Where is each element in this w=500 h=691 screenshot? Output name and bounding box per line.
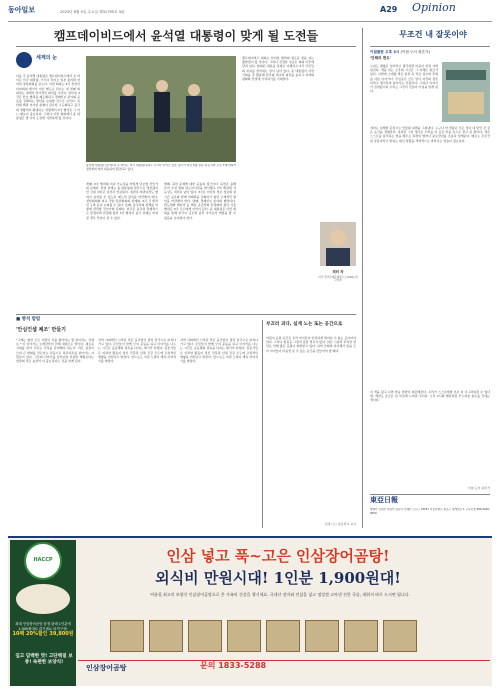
ad-left-slogan: 깊고 담백한 맛! 고단백질 보충! 속편한 보양식! — [15, 654, 73, 665]
author-photo — [320, 222, 356, 266]
seal-icon: HACCP — [33, 557, 53, 563]
haccp-seal — [24, 542, 62, 580]
divider — [16, 314, 356, 315]
author-name: 빅터 차 — [332, 270, 344, 274]
ad-headline-2: 외식비 만원시대! 1인분 1,900원대! — [155, 569, 401, 587]
product-packages — [110, 620, 470, 656]
package-icon — [188, 620, 222, 652]
soup-bowl-image — [16, 584, 70, 614]
right-col-3: 이 책을 덮고 나면 마음 한편이 따뜻해진다. 우리가 스스로에게 조금 더 너그러워질 수 있다면, 세상도 조금은 덜 차갑게 느껴질 것이다. 오후 3시의 햇살처럼 부드러운 위로를 건네는 책이다. — [370, 390, 490, 403]
page-number: A29 — [380, 5, 398, 14]
package-icon — [344, 620, 378, 652]
book-author: (이철 도서 평론가) — [400, 50, 430, 54]
dateline: 2023년 8월 9일 수요일 제31795호 4판 — [60, 10, 125, 14]
author-title: 미국 전략국제문제연구소(CSIS) 한국석좌 — [318, 276, 358, 283]
right-headline: 무조건 내 잘못이야 — [399, 29, 467, 39]
summit-photo — [86, 56, 236, 162]
package-icon — [383, 620, 417, 652]
body-col-3: 셋째, 북한 문제에 대한 공동의 접근이다. 북한은 올해 들어 수십 발의 탄도미사일을 발사했고 7차 핵실험 가능성도 여전히 남아 있다. 3국은 미사일 경보 정보의 실시간 공유와 함께 억제력을 강화하기 위한 구체적인 방안을 마련해야 한다. 넷째, 경제안보 분야의 협력이다. 반도체와 배터리 등 핵심 공급망의 안정화와 첨단 기술 협력은 3국 모두에게 이익이 된다. 윤 대통령은 이번 회의를 통해 한국이 글로벌 중추 국가로서 역할을 할 수 있음을 보여줘야 한다. — [164, 182, 236, 220]
book-label: 이럼봤한 오후 3시 — [370, 50, 400, 54]
ad-headline-1: 인삼 넣고 푹~고은 인삼장어곰탕! — [166, 547, 390, 565]
ad-brand: 인삼장어곰탕 — [86, 664, 127, 672]
column-label: 세계의 눈 — [36, 55, 58, 61]
col3-title: 부끄러 괴다, 실게 노는 또는 공간으로 — [266, 322, 343, 327]
ad-subtext: 여름철 최고의 보양식 인삼장어곰탕으로 온 가족의 건강을 챙기세요. 국내산 장어와 인삼을 넣고 정성껏 고아낸 진한 국물, 데워서 바로 드시면 됩니다. — [150, 592, 410, 597]
divider — [370, 46, 490, 47]
book-label-line — [370, 50, 490, 54]
summit-photo-figures — [86, 56, 236, 162]
col1-title: '안심인셉 체조' 만들기 — [16, 327, 67, 333]
package-icon — [266, 620, 300, 652]
body-col-2: 첫째, 3국 협력의 지속 가능성을 어떻게 담보할 것인가의 문제다. 한일 관계는 윤 대통령의 결단으로 개선됐지만 국내 여론은 여전히 엇갈린다. 정권이 바뀌더라도 협력이 유지될 수 있도록 제도적 장치를 마련해야 한다. 정상회의와 외교 국방 장관회의의 정례화, 3국 간 핫라인 구축 등이 논의될 수 있다. 둘째, 중국과의 관계를 어떻게 관리할 것인가의 문제다. 한국은 중국과 경제적으로 밀접하게 연결돼 있어 3국 협력이 중국 견제로 비쳐질 경우 부담이 클 수 있다. — [86, 182, 158, 220]
globe-icon — [16, 52, 32, 68]
ad-price: 10팩 20%할인 39,800원 — [12, 631, 74, 637]
package-icon — [227, 620, 261, 652]
package-icon — [149, 620, 183, 652]
body-col-1: 다음 주 윤석열 대통령은 캠프데이비드에서 조 바이든 미국 대통령, 기시다 후미오 일본 총리와 한미일 정상회의를 갖는다. 이번 회의는 3국 정상이 다자회의 계기가 아닌 별도로 만나는 첫 번째 회의라는 점에서 역사적인 의미를 가진다. 한미일 3국은 안보 협력을 제도화하고 경제안보 분야의 공조를 강화하는 방안을 논의할 것으로 보인다. 북한의 핵과 미사일 위협이 갈수록 고도화하고 중국의 영향력이 확대되는 상황에서 3국 협력은 그 어느 때보다 중요하다. 그러나 이번 회의에서 윤 대통령은 몇 가지 도전에 직면하게 될 것이다. — [16, 74, 80, 121]
right-signature: 이철 도서 평론가 — [467, 486, 490, 490]
page-header — [8, 1, 492, 22]
bottom-col-3: 지역 사회에서 시작된 작은 움직임이 점차 전국으로 퍼져나가고 있다. 주민들이 함께 모여 운동을 하고 이야기를 나누는 시간은 공동체의 결속을 다지는 계기가 되었다. 전문가들은 이러한 활동이 정신 건강과 신체 건강 모두에 긍정적인 영향을 미친다고 말한다. 앞으로도 이런 노력이 계속 이어지기를 바란다. — [180, 338, 258, 364]
body-col-4: 캠프데이비드 회의는 한미일 협력의 새로운 장을 여는 출발점이 될 것이다. 그러나 진정한 성공은 회의 이후에 달려 있다. 합의된 내용을 실제로 이행하고 3국 국민들의 지지를 얻어내는 일이 남아 있다. 윤 대통령이 이번 기회를 잘 활용해 한국의 외교적 위상을 높이고 지역의 평화와 안정에 기여하기를 기대한다. — [242, 56, 314, 82]
right-col-1: 누워도 괜찮은 일이라고 생각하면 마음이 한결 가벼워진다. 책을 읽는 오후의 시간은 그 자체로 위로가 된다. 이번에 소개할 책은 일상 속 작은 실수와 후회를 다룬 이야기다. 주인공은 모든 일이 자신의 잘못이라고 생각하며 살아가는 인물이다. 그러나 이야기가 전개될수록 우리는 그것이 진실이 아님을 알게 된다. — [370, 64, 438, 94]
main-headline: 캠프데이비드에서 윤석열 대통령이 맞게 될 도전들 — [53, 29, 319, 43]
package-icon — [305, 620, 339, 652]
masthead: 東亞日報 — [370, 495, 398, 504]
col3-author: 김정 ○○ 초등학교 교사 — [324, 522, 356, 526]
bottom-col-2: 지역 사회에서 시작된 작은 움직임이 점차 전국으로 퍼져나가고 있다. 주민들이 함께 모여 운동을 하고 이야기를 나누는 시간은 공동체의 결속을 다지는 계기가 되었다. 전문가들은 이러한 활동이 정신 건강과 신체 건강 모두에 긍정적인 영향을 미친다고 말한다. 앞으로도 이런 노력이 계속 이어지기를 바란다. — [98, 338, 176, 364]
photo-caption: 윤석열 대통령(오른쪽)과 조 바이든 미국 대통령(왼쪽), 기시다 후미오 일본 총리가 지난 5월 일본 히로시마 주요 7개국(G7) 정상회의 에서 회동하며 환담하고 있다. — [86, 164, 236, 171]
right-col-2: 저자는 섬세한 문장으로 인물의 내면을 그려낸다. 누구나 한 번쯤은 모든 것이 내 탓인 것 같은 순간을 경험한다. 하지만 그런 생각은 우리를 더 깊은 어둠 속으로 끌고 갈 뿐이다. 책은 스스로를 용서하는 법을 배우는 과정이 얼마나 중요한지를 조용히 일깨운다. 때로는 무조건 내 잘못이라고 말하는 대신 상황을 객관적으로 바라보는 연습이 필요하다. — [370, 126, 490, 143]
author-avatar-icon — [320, 222, 356, 266]
divider — [16, 46, 356, 47]
package-icon — [110, 620, 144, 652]
ad-left-text: 최대 인삼장어곰탕 한정 판매 1인분에 1,900원대로 즐기세요 파격구성! — [15, 622, 71, 631]
vertical-divider — [362, 28, 363, 528]
bottom-col-1: "그래는 항상 모든 사람이 사를 쥐어야는 할 일이라는 거예요." 이 이야기는 오래전부터 전해 내려오는 말이다. 새로운 시대를 맞아 우리는 무엇을 준비해야 하는가. 작은 실천이 모여 큰 변화를 만든다는 믿음으로 하루하루를 살아가는 사람들이 있다. 그들의 이야기를 들어보면 거창한 계획보다는 일상의 작은 습관이 더 중요하다는 것을 알게 된다. — [16, 338, 94, 364]
bottom-section-label: ■ 병석 칼럼 — [16, 317, 41, 322]
vertical-divider — [262, 320, 263, 528]
section-title: Opinion — [412, 1, 456, 14]
ad-phone[interactable]: 문의 1833-5288 — [200, 661, 267, 670]
bottom-col-4: 어린이 공원 공간은 우리 아이들이 안전하게 뛰어놀 수 있는 곳이어야 한다. 그러나 현실은 그렇지 못한 경우가 많다. 낡은 시설과 부족한 관리로 인해 많은 공원이 외면받고 있다. 지역 사회와 지자체가 힘을 모아 아이들이 마음껏 놀 수 있는 공간을 만들어야 할 때다. — [266, 336, 356, 353]
book-cover — [442, 62, 490, 122]
column-label-box — [16, 50, 76, 70]
book-title: '단테의 편도' — [370, 56, 391, 60]
book-cover-illustration — [442, 62, 490, 122]
masthead-info: 발행인 김재호 편집인 김순덕 인쇄인 ○○○ 03187 서울특별시 종로구 청계천로 1 구독신청 080-2020-0000 — [370, 508, 490, 515]
newspaper-logo: 동아일보 — [8, 5, 36, 14]
ad-footer — [78, 660, 490, 684]
